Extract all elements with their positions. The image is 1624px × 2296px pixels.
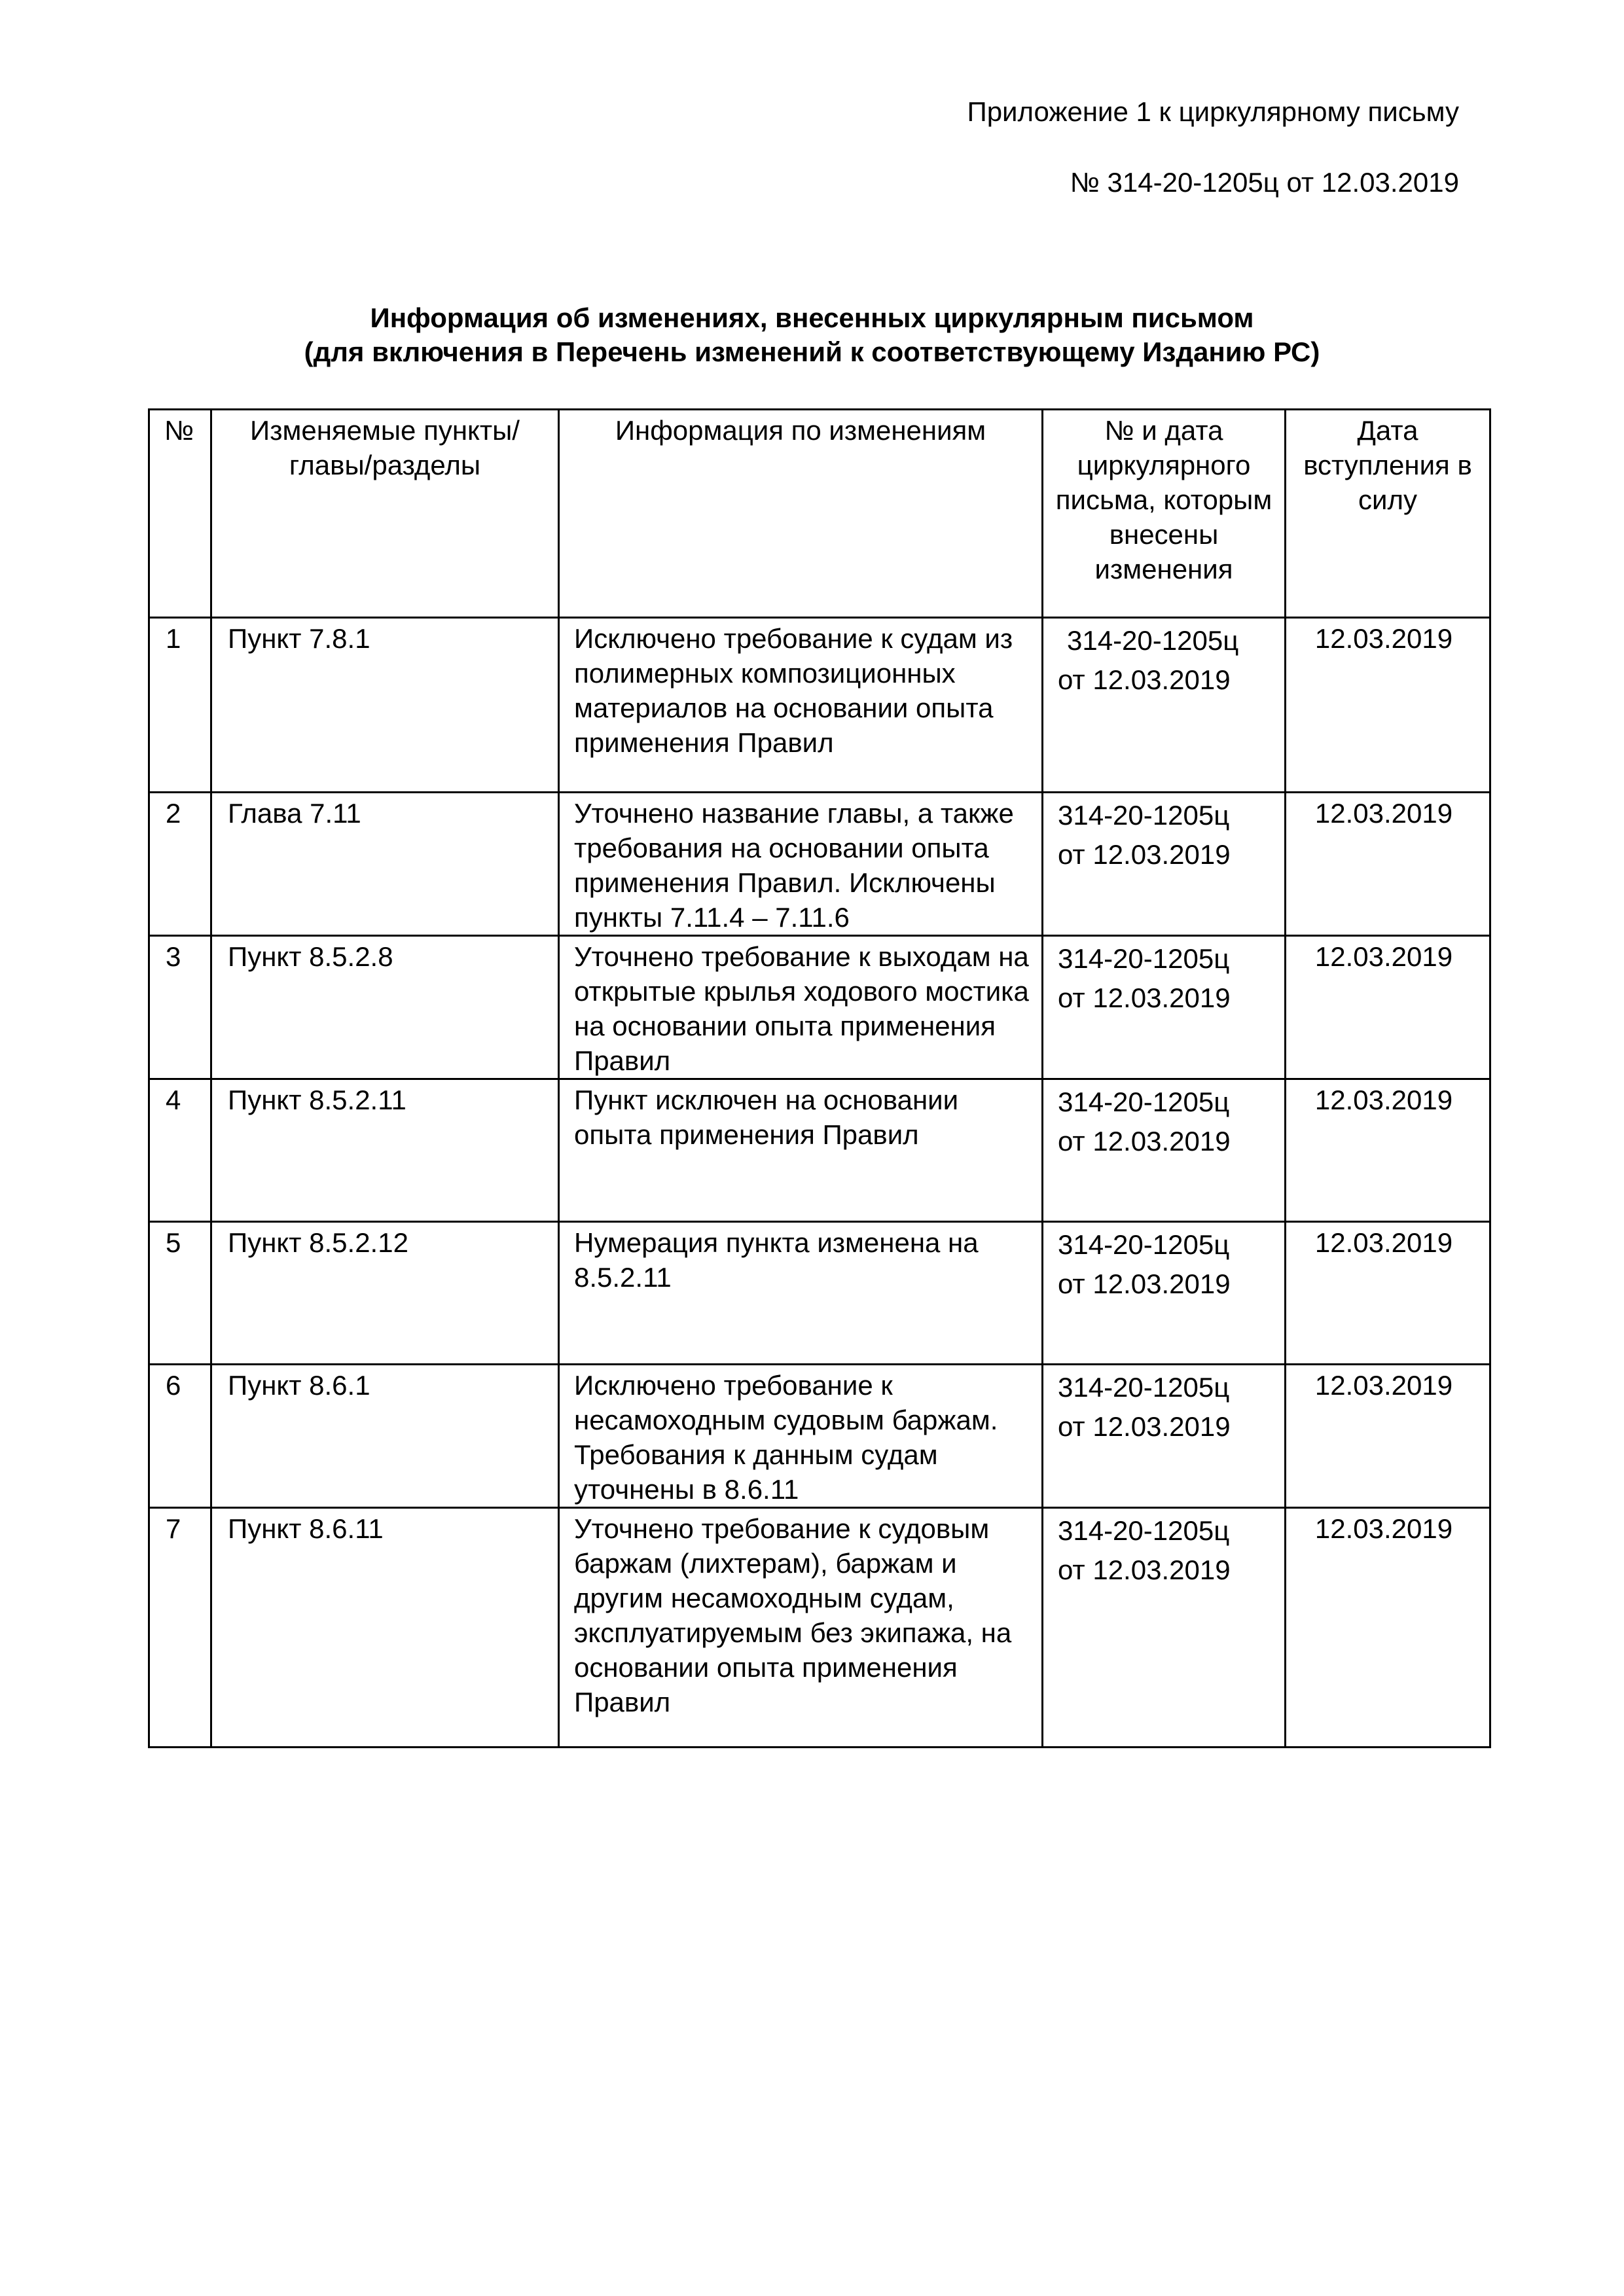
row-number: 7 — [149, 1508, 211, 1748]
table-row — [149, 1222, 1490, 1365]
letter-number: 314-20-1205ц — [1058, 1086, 1230, 1117]
effective-date: 12.03.2019 — [1286, 1365, 1490, 1508]
circular-letter — [1043, 793, 1286, 936]
header-number: № — [149, 410, 211, 618]
effective-date: 12.03.2019 — [1286, 793, 1490, 936]
change-info: Нумерация пункта изменена на 8.5.2.11 — [559, 1222, 1043, 1365]
header-effective-date: Дата вступления в силу — [1286, 410, 1490, 618]
effective-date: 12.03.2019 — [1286, 618, 1490, 793]
appendix-reference-line2: № 314-20-1205ц от 12.03.2019 — [1070, 167, 1459, 198]
row-number: 1 — [149, 618, 211, 793]
change-info: Пункт исключен на основании опыта применения Правил — [559, 1079, 1043, 1222]
table-row — [149, 618, 1490, 793]
letter-date: от 12.03.2019 — [1058, 982, 1231, 1013]
changed-item: Пункт 8.5.2.11 — [211, 1079, 559, 1222]
letter-number: 314-20-1205ц — [1067, 625, 1239, 656]
letter-number: 314-20-1205ц — [1058, 1515, 1230, 1546]
table-row — [149, 1508, 1490, 1748]
row-number: 5 — [149, 1222, 211, 1365]
document-title-line2: (для включения в Перечень изменений к соответствующему Изданию РС) — [304, 336, 1320, 367]
table-row — [149, 936, 1490, 1079]
change-info: Исключено требование к судам из полимерных композиционных материалов на основании опыта применения Правил — [559, 618, 1043, 793]
appendix-reference-line1: Приложение 1 к циркулярному письму — [967, 96, 1459, 127]
letter-date: от 12.03.2019 — [1058, 664, 1231, 695]
effective-date: 12.03.2019 — [1286, 936, 1490, 1079]
letter-date: от 12.03.2019 — [1058, 1554, 1231, 1585]
letter-number: 314-20-1205ц — [1058, 943, 1230, 974]
circular-letter — [1043, 1079, 1286, 1222]
letter-number: 314-20-1205ц — [1058, 1229, 1230, 1260]
header-changed-items: Изменяемые пункты/главы/разделы — [211, 410, 559, 618]
circular-letter — [1043, 618, 1286, 793]
change-info: Уточнено требование к выходам на открытые крылья ходового мостика на основании опыта применения Правил — [559, 936, 1043, 1079]
effective-date: 12.03.2019 — [1286, 1079, 1490, 1222]
change-info: Исключено требование к несамоходным судовым баржам. Требования к данным судам уточнены в 8.6.11 — [559, 1365, 1043, 1508]
row-number: 3 — [149, 936, 211, 1079]
change-info: Уточнено название главы, а также требования на основании опыта применения Правил. Исключены пункты 7.11.4 – 7.11.6 — [559, 793, 1043, 936]
letter-date: от 12.03.2019 — [1058, 1411, 1231, 1442]
header-change-info: Информация по изменениям — [559, 410, 1043, 618]
row-number: 4 — [149, 1079, 211, 1222]
changed-item: Пункт 7.8.1 — [211, 618, 559, 793]
circular-letter — [1043, 936, 1286, 1079]
changed-item: Пункт 8.6.1 — [211, 1365, 559, 1508]
letter-date: от 12.03.2019 — [1058, 1268, 1231, 1299]
circular-letter — [1043, 1508, 1286, 1748]
circular-letter — [1043, 1365, 1286, 1508]
letter-date: от 12.03.2019 — [1058, 839, 1231, 870]
row-number: 2 — [149, 793, 211, 936]
document-title — [0, 301, 1624, 369]
changed-item: Пункт 8.5.2.12 — [211, 1222, 559, 1365]
table-row — [149, 793, 1490, 936]
changes-table — [148, 408, 1491, 1748]
table-header-row — [149, 410, 1490, 618]
effective-date: 12.03.2019 — [1286, 1222, 1490, 1365]
header-circular-letter: № и дата циркулярного письма, которым внесены изменения — [1043, 410, 1286, 618]
circular-letter — [1043, 1222, 1286, 1365]
effective-date: 12.03.2019 — [1286, 1508, 1490, 1748]
table-row — [149, 1079, 1490, 1222]
document-title-line1: Информация об изменениях, внесенных циркулярным письмом — [370, 302, 1254, 333]
row-number: 6 — [149, 1365, 211, 1508]
changed-item: Глава 7.11 — [211, 793, 559, 936]
change-info: Уточнено требование к судовым баржам (лихтерам), баржам и другим несамоходным судам, эксплуатируемым без экипажа, на основании опыта применения Правил — [559, 1508, 1043, 1748]
letter-number: 314-20-1205ц — [1058, 800, 1230, 831]
table-row — [149, 1365, 1490, 1508]
letter-date: от 12.03.2019 — [1058, 1126, 1231, 1157]
letter-number: 314-20-1205ц — [1058, 1372, 1230, 1403]
changed-item: Пункт 8.5.2.8 — [211, 936, 559, 1079]
changed-item: Пункт 8.6.11 — [211, 1508, 559, 1748]
